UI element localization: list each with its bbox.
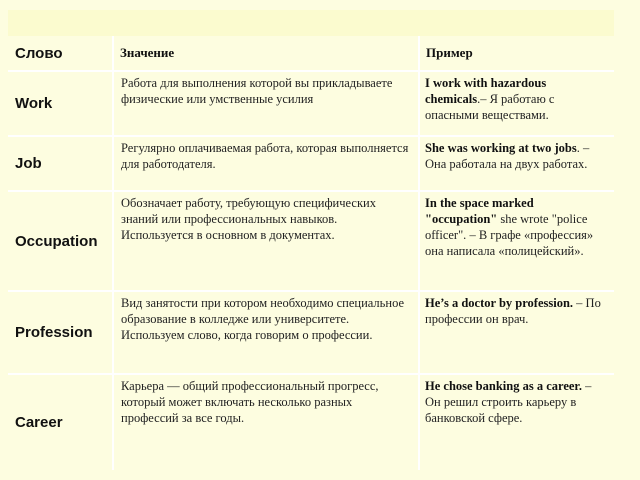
vocabulary-table <box>8 36 614 470</box>
table-header-row <box>8 36 614 70</box>
word-cell: Work <box>8 70 112 135</box>
example-cell <box>418 373 614 470</box>
header-word: Слово <box>15 44 63 62</box>
example-english-plain: she wrote "police officer". <box>425 212 588 242</box>
meaning-cell: Обозначает работу, требующую специфических знаний или профессиональных навыков. Используется в основном в документах. <box>112 190 418 290</box>
example-english: I work with hazardous chemicals <box>425 76 547 106</box>
word-cell: Occupation <box>8 190 112 290</box>
example-english: She was working at two jobs <box>425 141 577 155</box>
example-russian: – Он решил строить карьеру в банковской сфере. <box>425 379 592 425</box>
example-russian: – По профессии он врач. <box>425 296 601 326</box>
table-row <box>8 290 614 373</box>
table-row <box>8 70 614 135</box>
example-english: He chose banking as a career. <box>425 379 582 393</box>
table-row <box>8 135 614 190</box>
word-cell: Career <box>8 373 112 470</box>
table-row <box>8 373 614 470</box>
example-cell <box>418 290 614 373</box>
example-russian: .– Я работаю с опасными веществами. <box>425 92 555 122</box>
word-cell: Profession <box>8 290 112 373</box>
example-cell <box>418 135 614 190</box>
slide <box>8 10 614 462</box>
example-russian: – В графе «профессия» она написала «полицейский». <box>425 228 594 258</box>
example-cell <box>418 70 614 135</box>
example-english: In the space marked "occupation" <box>425 196 534 226</box>
meaning-cell: Вид занятости при котором необходимо специальное образование в колледже или университете. Используем слово, когда говорим о профессии. <box>112 290 418 373</box>
meaning-cell: Карьера — общий профессиональный прогресс, который может включать несколько разных профессий за все годы. <box>112 373 418 470</box>
header-example: Пример <box>418 36 614 70</box>
header-meaning: Значение <box>112 36 418 70</box>
meaning-cell: Регулярно оплачиваемая работа, которая выполняется для работодателя. <box>112 135 418 190</box>
meaning-cell: Работа для выполнения которой вы прикладываете физические или умственные усилия <box>112 70 418 135</box>
table-row <box>8 190 614 290</box>
example-cell <box>418 190 614 290</box>
title-band <box>8 10 614 36</box>
example-russian: . – Она работала на двух работах. <box>425 141 590 171</box>
example-english: He’s a doctor by profession. <box>425 296 574 310</box>
word-cell: Job <box>8 135 112 190</box>
